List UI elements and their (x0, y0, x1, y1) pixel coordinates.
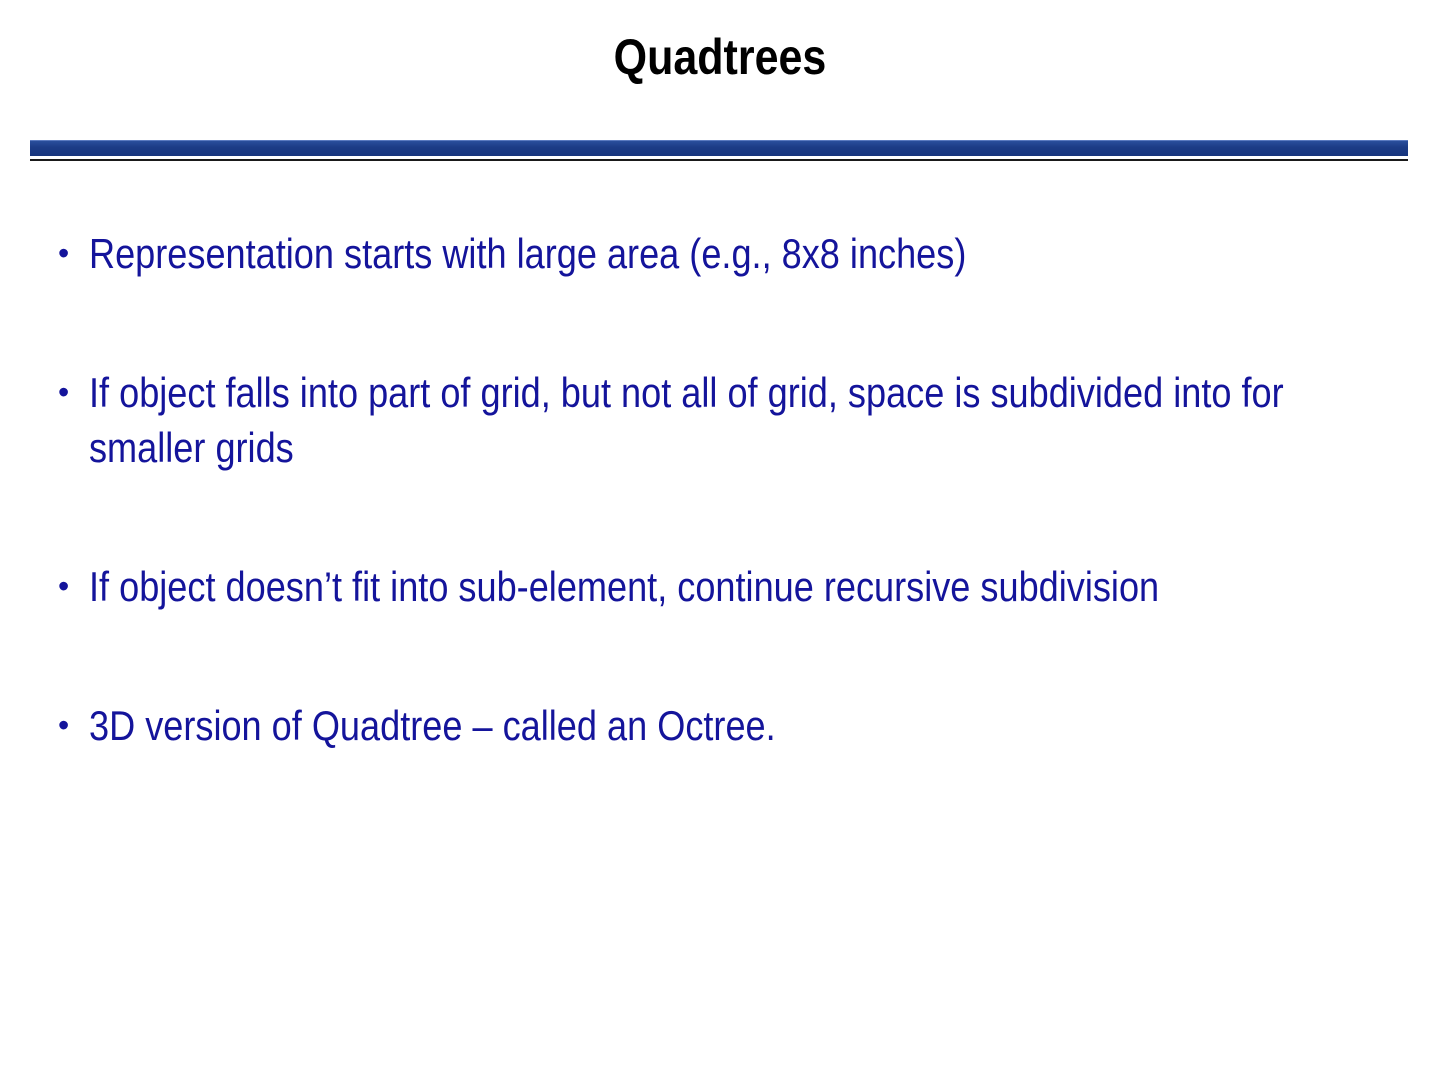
bullet-dot-icon: • (58, 707, 70, 743)
bullet-item (58, 226, 1388, 281)
bullet-dot-icon: • (58, 374, 70, 410)
bullet-item (58, 698, 1388, 753)
bullet-text: If object doesn’t fit into sub-element, continue recursive subdivision (89, 563, 1160, 610)
bullet-text: Representation starts with large area (e.g., 8x8 inches) (89, 230, 967, 277)
bullet-text: 3D version of Quadtree – called an Octree. (89, 702, 776, 749)
title-divider-thin (30, 159, 1408, 161)
bullet-text: If object falls into part of grid, but not all of grid, space is subdivided into for smaller grids (89, 369, 1284, 471)
bullet-item (58, 365, 1388, 475)
slide-title: Quadtrees (613, 29, 827, 85)
bullet-item (58, 559, 1388, 614)
bullet-dot-icon: • (58, 235, 70, 271)
bullet-dot-icon: • (58, 568, 70, 604)
bullet-list (58, 226, 1388, 837)
title-divider-thick (30, 140, 1408, 156)
